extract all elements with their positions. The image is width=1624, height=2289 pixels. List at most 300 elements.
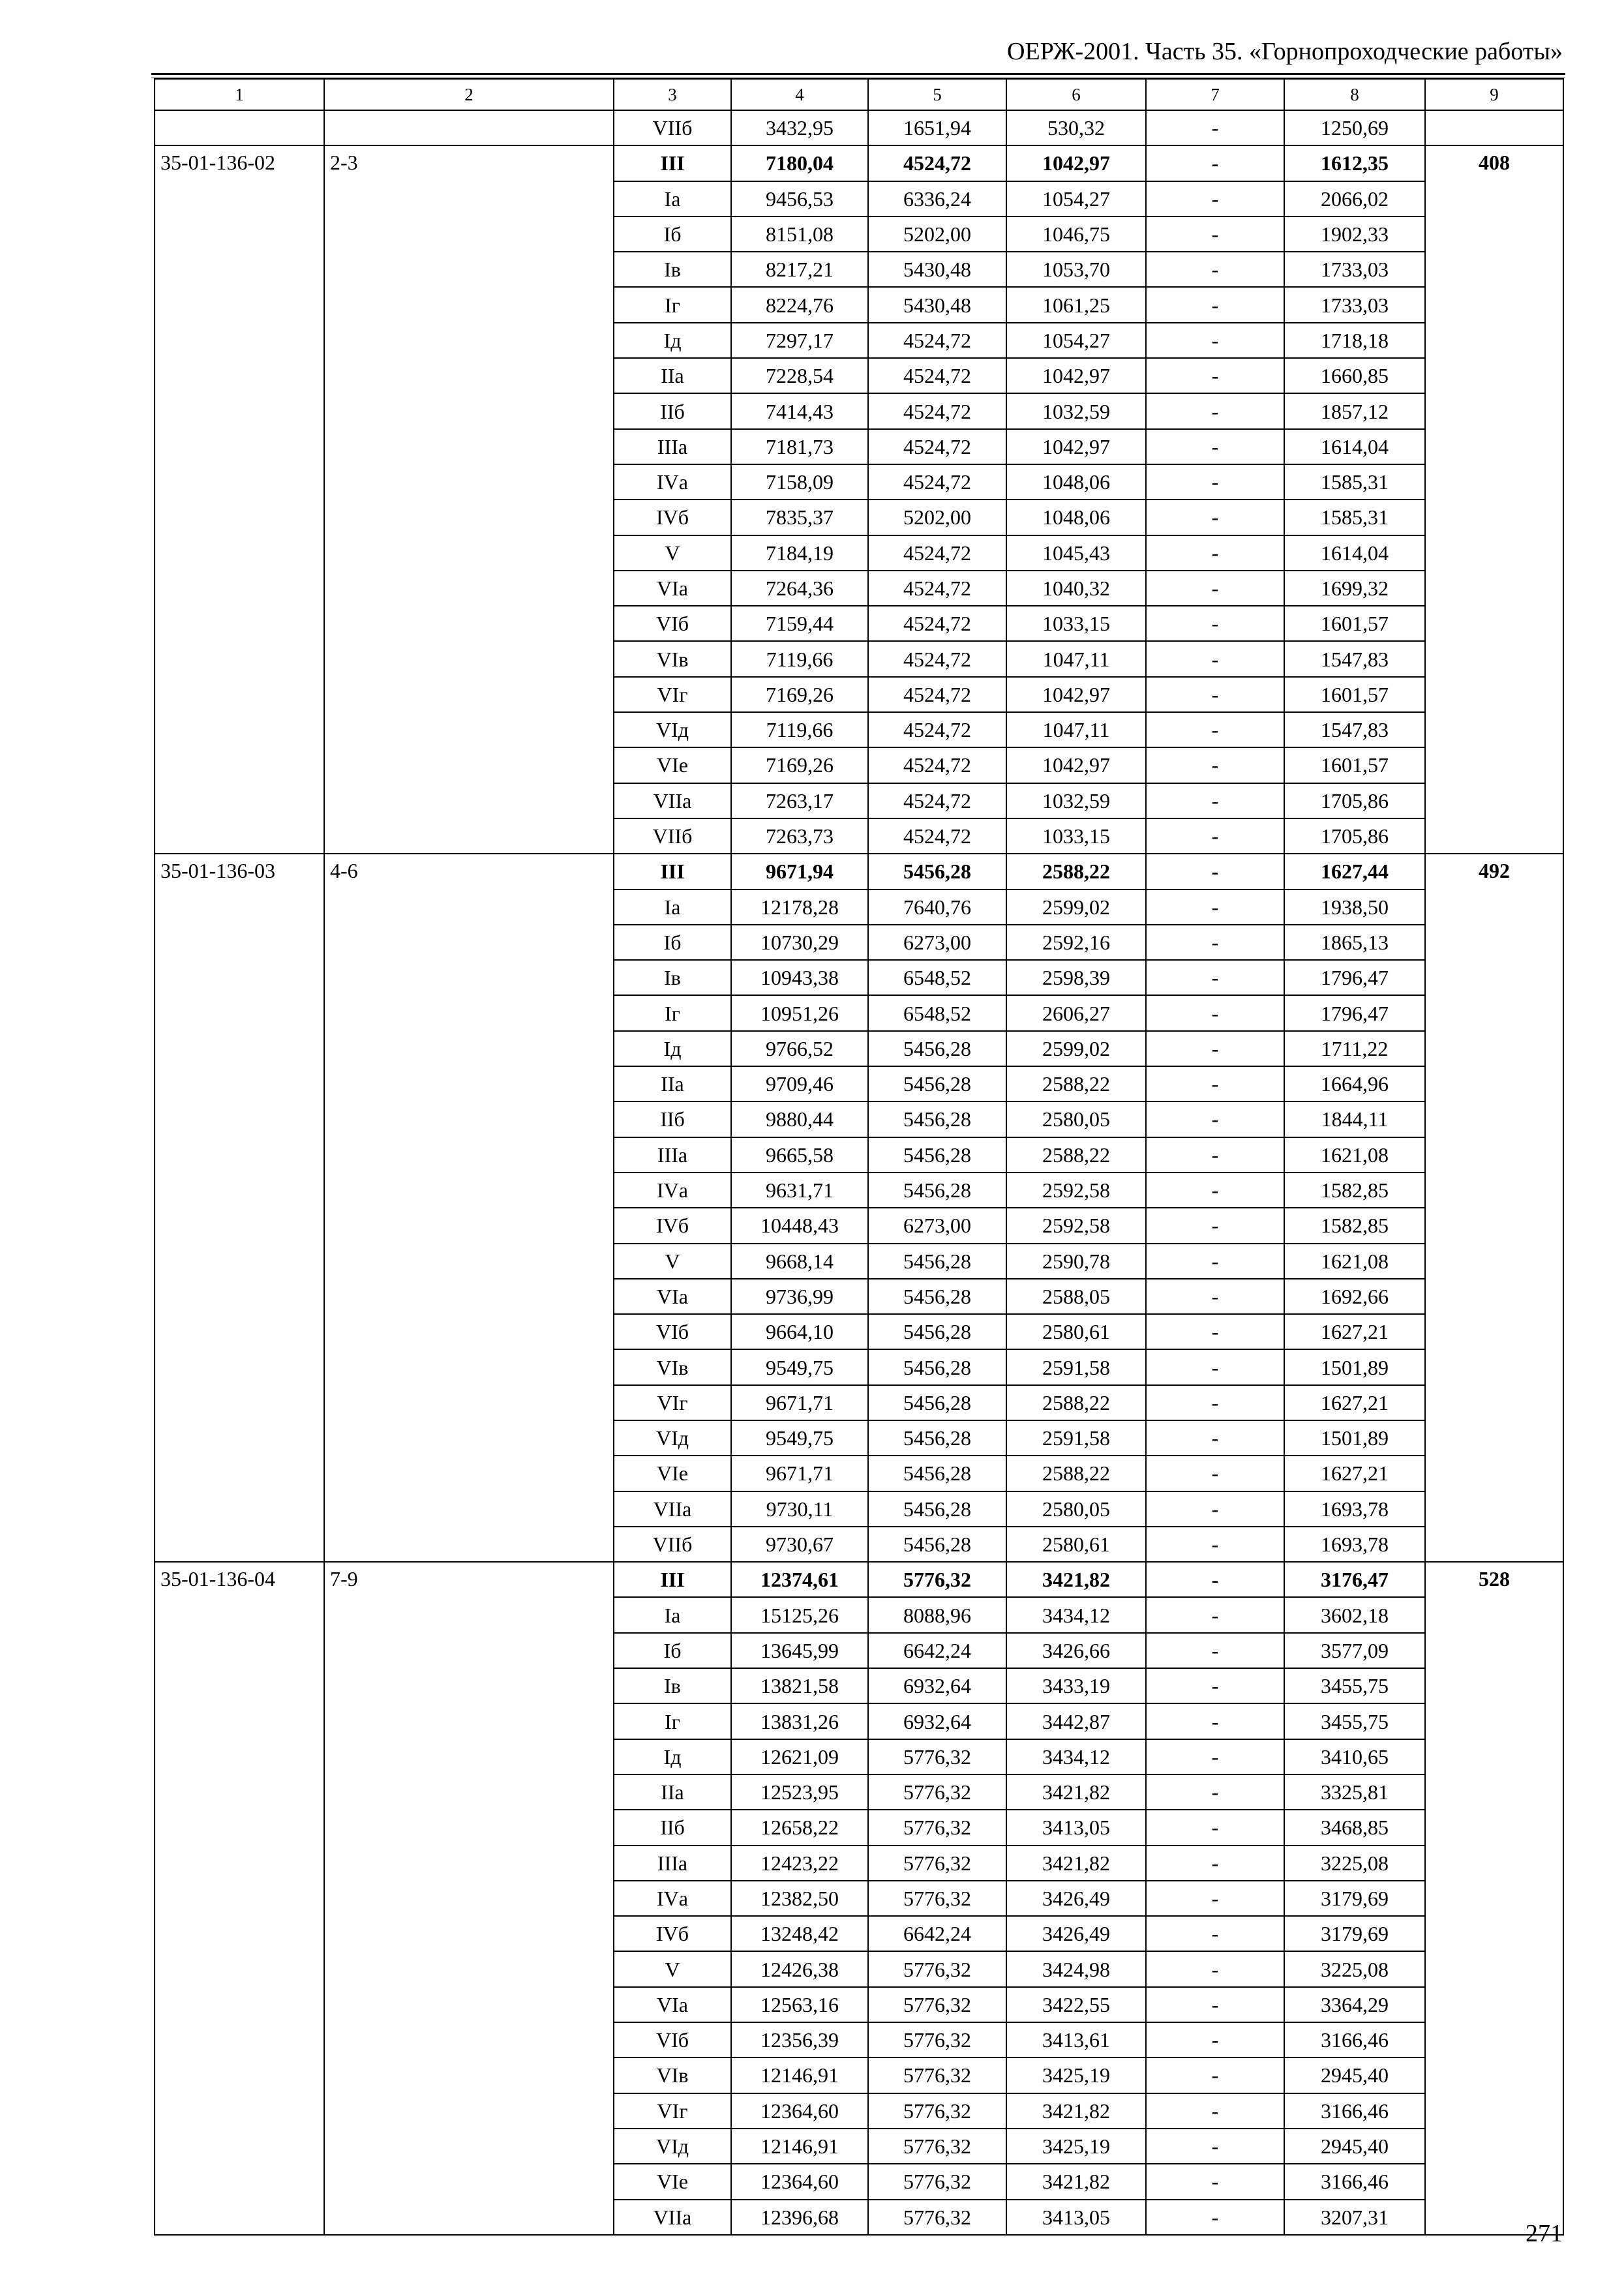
value-cell: 1614,04 [1284, 429, 1425, 464]
zone-cell: IVа [614, 1173, 731, 1208]
zone-cell: IVа [614, 464, 731, 500]
value-cell: 1627,21 [1284, 1385, 1425, 1420]
value-cell: - [1146, 1633, 1284, 1668]
value-cell: 6642,24 [868, 1916, 1006, 1951]
value-cell: 3425,19 [1006, 2057, 1146, 2093]
value-cell: 4524,72 [868, 323, 1006, 358]
value-cell: 6642,24 [868, 1633, 1006, 1668]
value-cell: 15125,26 [731, 1597, 868, 1632]
zone-cell: Iг [614, 287, 731, 322]
zone-cell: VIг [614, 677, 731, 712]
zone-cell: VIа [614, 571, 731, 606]
value-cell: 7158,09 [731, 464, 868, 500]
zone-cell: IIа [614, 1066, 731, 1101]
value-cell: 5776,32 [868, 1987, 1006, 2022]
value-cell: - [1146, 2164, 1284, 2199]
value-cell: - [1146, 429, 1284, 464]
value-cell: 1902,33 [1284, 217, 1425, 252]
value-cell: 6273,00 [868, 1208, 1006, 1243]
value-cell: 5776,32 [868, 1881, 1006, 1916]
value-cell: 5456,28 [868, 1385, 1006, 1420]
value-cell: 3421,82 [1006, 2164, 1146, 2199]
value-cell: 5456,28 [868, 1527, 1006, 1562]
value-cell: 1582,85 [1284, 1173, 1425, 1208]
zone-cell: IIIа [614, 1137, 731, 1173]
value-cell: - [1146, 712, 1284, 747]
value-cell: 1938,50 [1284, 890, 1425, 925]
column-number: 9 [1425, 79, 1563, 110]
value-cell: 1547,83 [1284, 712, 1425, 747]
value-cell: 9631,71 [731, 1173, 868, 1208]
value-cell: 12423,22 [731, 1846, 868, 1881]
value-cell: 5202,00 [868, 500, 1006, 535]
value-cell: 5776,32 [868, 1562, 1006, 1597]
value-cell: 2599,02 [1006, 1031, 1146, 1066]
zone-cell: IIб [614, 393, 731, 428]
value-cell: - [1146, 217, 1284, 252]
value-cell: 1061,25 [1006, 287, 1146, 322]
value-cell: - [1146, 818, 1284, 854]
value-cell: 3455,75 [1284, 1703, 1425, 1739]
zone-cell: Iб [614, 1633, 731, 1668]
value-cell: 1699,32 [1284, 571, 1425, 606]
value-cell: 1040,32 [1006, 571, 1146, 606]
value-cell: 2588,05 [1006, 1279, 1146, 1314]
value-cell: - [1146, 2093, 1284, 2129]
zone-cell: Iб [614, 925, 731, 960]
value-cell: 3413,05 [1006, 1810, 1146, 1845]
value-cell: 4524,72 [868, 464, 1006, 500]
value-cell: 1711,22 [1284, 1031, 1425, 1066]
value-cell: - [1146, 995, 1284, 1030]
value-cell: - [1146, 1810, 1284, 1845]
value-cell: 2590,78 [1006, 1244, 1146, 1279]
value-cell: 3166,46 [1284, 2093, 1425, 2129]
zone-cell: Iв [614, 960, 731, 995]
value-cell: 9671,94 [731, 854, 868, 889]
value-cell: 3426,49 [1006, 1881, 1146, 1916]
value-cell: 5456,28 [868, 1101, 1006, 1137]
value-cell: 4524,72 [868, 145, 1006, 181]
value-cell: 9880,44 [731, 1101, 868, 1137]
value-cell: 2580,61 [1006, 1314, 1146, 1349]
zone-cell: III [614, 145, 731, 181]
value-cell: 5456,28 [868, 1137, 1006, 1173]
value-cell: - [1146, 2200, 1284, 2235]
value-cell: - [1146, 1244, 1284, 1279]
value-cell: 1857,12 [1284, 393, 1425, 428]
zone-cell: VIв [614, 2057, 731, 2093]
value-cell: 2588,22 [1006, 854, 1146, 889]
value-cell: 13645,99 [731, 1633, 868, 1668]
value-cell: 2580,61 [1006, 1527, 1146, 1562]
value-cell: 4524,72 [868, 358, 1006, 393]
value-cell: 8217,21 [731, 252, 868, 287]
value-cell: 2592,58 [1006, 1208, 1146, 1243]
value-cell: - [1146, 1916, 1284, 1951]
value-cell: 9766,52 [731, 1031, 868, 1066]
value-cell: - [1146, 2022, 1284, 2057]
value-cell: 3413,61 [1006, 2022, 1146, 2057]
value-cell: 7181,73 [731, 429, 868, 464]
zone-cell: VIб [614, 606, 731, 641]
value-cell: 12356,39 [731, 2022, 868, 2057]
value-cell: 7414,43 [731, 393, 868, 428]
value-cell: 1733,03 [1284, 252, 1425, 287]
value-cell: 1501,89 [1284, 1420, 1425, 1456]
value-cell: - [1146, 854, 1284, 889]
value-cell: - [1146, 500, 1284, 535]
value-cell: 2606,27 [1006, 995, 1146, 1030]
value-cell: 3442,87 [1006, 1703, 1146, 1739]
value-cell: 3225,08 [1284, 1951, 1425, 1986]
value-cell: 3225,08 [1284, 1846, 1425, 1881]
zone-cell: IIб [614, 1810, 731, 1845]
value-cell: - [1146, 181, 1284, 217]
value-cell: 12374,61 [731, 1562, 868, 1597]
value-cell: 9668,14 [731, 1244, 868, 1279]
value-cell: 4524,72 [868, 641, 1006, 676]
value-cell: 1627,21 [1284, 1456, 1425, 1491]
zone-cell: Iв [614, 1668, 731, 1703]
value-cell: 1733,03 [1284, 287, 1425, 322]
value-cell: 1054,27 [1006, 323, 1146, 358]
value-cell: 5456,28 [868, 1420, 1006, 1456]
value-cell: 5776,32 [868, 1739, 1006, 1774]
rate-code: 35-01-136-04 [155, 1562, 324, 2235]
value-cell: 4524,72 [868, 606, 1006, 641]
value-cell: 3421,82 [1006, 1846, 1146, 1881]
column-number: 3 [614, 79, 731, 110]
value-cell: 4524,72 [868, 393, 1006, 428]
value-cell: 7263,73 [731, 818, 868, 854]
value-cell: 2066,02 [1284, 181, 1425, 217]
value-cell: - [1146, 252, 1284, 287]
empty-cell [324, 110, 614, 145]
value-cell: 1046,75 [1006, 217, 1146, 252]
value-cell: - [1146, 1031, 1284, 1066]
value-cell: 6548,52 [868, 960, 1006, 995]
value-cell: 5456,28 [868, 1244, 1006, 1279]
value-cell: 5456,28 [868, 1066, 1006, 1101]
value-cell: - [1146, 1385, 1284, 1420]
header-rule-thick [151, 73, 1565, 75]
value-cell: 9709,46 [731, 1066, 868, 1101]
value-cell: 13831,26 [731, 1703, 868, 1739]
value-cell: - [1146, 1987, 1284, 2022]
page-header: ОЕРЖ-2001. Часть 35. «Горнопроходческие работы» [1007, 38, 1563, 65]
value-cell: 6273,00 [868, 925, 1006, 960]
value-cell: 6932,64 [868, 1703, 1006, 1739]
zone-cell: VIе [614, 2164, 731, 2199]
value-cell: 5776,32 [868, 1951, 1006, 1986]
value-cell: 1042,97 [1006, 145, 1146, 181]
value-cell: 1582,85 [1284, 1208, 1425, 1243]
value-cell: 1627,44 [1284, 854, 1425, 889]
value-cell: 7228,54 [731, 358, 868, 393]
value-cell: 5456,28 [868, 854, 1006, 889]
value-cell: - [1146, 925, 1284, 960]
value-cell: 8151,08 [731, 217, 868, 252]
zone-cell: Iд [614, 323, 731, 358]
value-cell: 10730,29 [731, 925, 868, 960]
value-cell: 12621,09 [731, 1739, 868, 1774]
value-cell: 1796,47 [1284, 995, 1425, 1030]
column-number: 4 [731, 79, 868, 110]
value-cell: 12396,68 [731, 2200, 868, 2235]
value-cell: 3433,19 [1006, 1668, 1146, 1703]
value-cell: 5776,32 [868, 1846, 1006, 1881]
value-cell: 530,32 [1006, 110, 1146, 145]
value-cell: - [1146, 1846, 1284, 1881]
value-cell: - [1146, 747, 1284, 783]
value-cell: 4524,72 [868, 818, 1006, 854]
value-cell: 5456,28 [868, 1279, 1006, 1314]
value-cell: 1601,57 [1284, 747, 1425, 783]
value-cell: 7263,17 [731, 783, 868, 818]
value-cell: - [1146, 1279, 1284, 1314]
value-cell: 5776,32 [868, 2022, 1006, 2057]
zone-cell: Iг [614, 1703, 731, 1739]
value-cell: - [1146, 145, 1284, 181]
value-cell: 13821,58 [731, 1668, 868, 1703]
value-cell: 5430,48 [868, 252, 1006, 287]
value-cell: 12146,91 [731, 2129, 868, 2164]
value-cell: 2945,40 [1284, 2057, 1425, 2093]
zone-cell: IVа [614, 1881, 731, 1916]
zone-cell: Iб [614, 217, 731, 252]
column-number: 1 [155, 79, 324, 110]
value-cell: 9665,58 [731, 1137, 868, 1173]
value-cell: - [1146, 606, 1284, 641]
value-cell: 1585,31 [1284, 500, 1425, 535]
value-cell: 1796,47 [1284, 960, 1425, 995]
value-cell: 9664,10 [731, 1314, 868, 1349]
value-cell: 3455,75 [1284, 1668, 1425, 1703]
value-cell: - [1146, 323, 1284, 358]
value-cell: 12382,50 [731, 1881, 868, 1916]
value-cell: 1693,78 [1284, 1491, 1425, 1527]
value-cell: 9730,11 [731, 1491, 868, 1527]
zone-cell: V [614, 1951, 731, 1986]
zone-cell: IVб [614, 1208, 731, 1243]
value-cell: 2580,05 [1006, 1101, 1146, 1137]
zone-cell: VIа [614, 1279, 731, 1314]
value-cell: - [1146, 110, 1284, 145]
value-cell: - [1146, 783, 1284, 818]
value-cell: 1601,57 [1284, 606, 1425, 641]
value-cell: 3179,69 [1284, 1916, 1425, 1951]
value-cell: 2580,05 [1006, 1491, 1146, 1527]
table-row [155, 145, 1563, 181]
value-cell: 5776,32 [868, 2093, 1006, 2129]
value-cell: - [1146, 1774, 1284, 1810]
value-cell: - [1146, 1951, 1284, 1986]
value-cell: 1621,08 [1284, 1137, 1425, 1173]
zone-cell: V [614, 535, 731, 571]
column-number: 6 [1006, 79, 1146, 110]
column-numbers-row [155, 79, 1563, 110]
value-cell: 2588,22 [1006, 1066, 1146, 1101]
value-cell: 3413,05 [1006, 2200, 1146, 2235]
value-cell: 5456,28 [868, 1173, 1006, 1208]
value-cell: - [1146, 464, 1284, 500]
value-cell: 12146,91 [731, 2057, 868, 2093]
value-cell: - [1146, 890, 1284, 925]
value-cell: - [1146, 2129, 1284, 2164]
value-cell: - [1146, 571, 1284, 606]
zone-cell: VIа [614, 1987, 731, 2022]
value-cell: 7169,26 [731, 677, 868, 712]
zone-cell: Iа [614, 181, 731, 217]
value-cell: 1627,21 [1284, 1314, 1425, 1349]
value-cell: 12426,38 [731, 1951, 868, 1986]
value-cell: 7835,37 [731, 500, 868, 535]
rates-table [154, 78, 1564, 2236]
value-cell: 1664,96 [1284, 1066, 1425, 1101]
rate-code: 35-01-136-02 [155, 145, 324, 854]
value-cell: 7180,04 [731, 145, 868, 181]
value-cell: 3468,85 [1284, 1810, 1425, 1845]
value-cell: - [1146, 1527, 1284, 1562]
value-cell: 1705,86 [1284, 818, 1425, 854]
value-cell: 13248,42 [731, 1916, 868, 1951]
empty-cell [1425, 110, 1563, 145]
zone-cell: VIIб [614, 1527, 731, 1562]
value-cell: 4524,72 [868, 747, 1006, 783]
zone-cell: VIIб [614, 818, 731, 854]
value-cell: 1042,97 [1006, 429, 1146, 464]
value-cell: 10448,43 [731, 1208, 868, 1243]
value-cell: 6548,52 [868, 995, 1006, 1030]
value-cell: 5776,32 [868, 2200, 1006, 2235]
value-cell: 3364,29 [1284, 1987, 1425, 2022]
value-cell: - [1146, 1456, 1284, 1491]
value-cell: 1718,18 [1284, 323, 1425, 358]
zone-cell: VIд [614, 712, 731, 747]
value-cell: VIIб [614, 110, 731, 145]
value-cell: 5202,00 [868, 217, 1006, 252]
value-cell: 3421,82 [1006, 1562, 1146, 1597]
value-cell: 3166,46 [1284, 2022, 1425, 2057]
value-cell: 12364,60 [731, 2093, 868, 2129]
value-cell: - [1146, 1597, 1284, 1632]
zone-cell: IIа [614, 1774, 731, 1810]
value-cell: - [1146, 1491, 1284, 1527]
value-cell: 7119,66 [731, 641, 868, 676]
value-cell: 1053,70 [1006, 252, 1146, 287]
value-cell: 7184,19 [731, 535, 868, 571]
value-cell: 1048,06 [1006, 500, 1146, 535]
value-cell: 4524,72 [868, 535, 1006, 571]
value-cell: 2945,40 [1284, 2129, 1425, 2164]
zone-cell: IVб [614, 500, 731, 535]
zone-cell: V [614, 1244, 731, 1279]
value-cell: 1042,97 [1006, 677, 1146, 712]
empty-cell [155, 110, 324, 145]
value-cell: - [1146, 1668, 1284, 1703]
value-cell: 4524,72 [868, 571, 1006, 606]
value-cell: - [1146, 1101, 1284, 1137]
value-cell: 1045,43 [1006, 535, 1146, 571]
rate-range: 2-3 [324, 145, 614, 854]
value-cell: 1612,35 [1284, 145, 1425, 181]
value-cell: 12178,28 [731, 890, 868, 925]
value-cell: 6336,24 [868, 181, 1006, 217]
table-row [155, 1562, 1563, 1597]
value-cell: 3602,18 [1284, 1597, 1425, 1632]
value-cell: 3410,65 [1284, 1739, 1425, 1774]
value-cell: 3426,49 [1006, 1916, 1146, 1951]
value-cell: 3176,47 [1284, 1562, 1425, 1597]
value-cell: 3422,55 [1006, 1987, 1146, 2022]
zone-cell: III [614, 1562, 731, 1597]
value-cell: 5456,28 [868, 1491, 1006, 1527]
value-cell: 1250,69 [1284, 110, 1425, 145]
value-cell: 1032,59 [1006, 393, 1146, 428]
value-cell: 10951,26 [731, 995, 868, 1030]
value-cell: 3425,19 [1006, 2129, 1146, 2164]
value-cell: 9730,67 [731, 1527, 868, 1562]
page-number: 271 [1526, 2220, 1563, 2247]
column-9-value: 492 [1425, 854, 1563, 1562]
value-cell: - [1146, 1314, 1284, 1349]
value-cell: 2591,58 [1006, 1349, 1146, 1384]
value-cell: 2598,39 [1006, 960, 1146, 995]
value-cell: 1054,27 [1006, 181, 1146, 217]
zone-cell: Iв [614, 252, 731, 287]
value-cell: - [1146, 1137, 1284, 1173]
zone-cell: IVб [614, 1916, 731, 1951]
zone-cell: VIIа [614, 1491, 731, 1527]
value-cell: - [1146, 1739, 1284, 1774]
value-cell: 12364,60 [731, 2164, 868, 2199]
zone-cell: VIд [614, 2129, 731, 2164]
zone-cell: IIа [614, 358, 731, 393]
rate-range: 4-6 [324, 854, 614, 1562]
zone-cell: Iа [614, 890, 731, 925]
zone-cell: VIб [614, 2022, 731, 2057]
value-cell: 1660,85 [1284, 358, 1425, 393]
value-cell: 1705,86 [1284, 783, 1425, 818]
value-cell: 2592,58 [1006, 1173, 1146, 1208]
value-cell: 10943,38 [731, 960, 868, 995]
zone-cell: III [614, 854, 731, 889]
value-cell: 3207,31 [1284, 2200, 1425, 2235]
value-cell: 2591,58 [1006, 1420, 1146, 1456]
value-cell: 1621,08 [1284, 1244, 1425, 1279]
column-number: 2 [324, 79, 614, 110]
value-cell: 2592,16 [1006, 925, 1146, 960]
column-9-value: 408 [1425, 145, 1563, 854]
value-cell: 1651,94 [868, 110, 1006, 145]
value-cell: 12523,95 [731, 1774, 868, 1810]
value-cell: - [1146, 358, 1284, 393]
value-cell: 1033,15 [1006, 818, 1146, 854]
value-cell: 3421,82 [1006, 1774, 1146, 1810]
zone-cell: VIд [614, 1420, 731, 1456]
value-cell: - [1146, 1173, 1284, 1208]
zone-cell: VIе [614, 1456, 731, 1491]
zone-cell: IIIа [614, 429, 731, 464]
zone-cell: Iг [614, 995, 731, 1030]
value-cell: 3426,66 [1006, 1633, 1146, 1668]
value-cell: 3325,81 [1284, 1774, 1425, 1810]
value-cell: 6932,64 [868, 1668, 1006, 1703]
value-cell: 1032,59 [1006, 783, 1146, 818]
value-cell: 1048,06 [1006, 464, 1146, 500]
zone-cell: Iа [614, 1597, 731, 1632]
